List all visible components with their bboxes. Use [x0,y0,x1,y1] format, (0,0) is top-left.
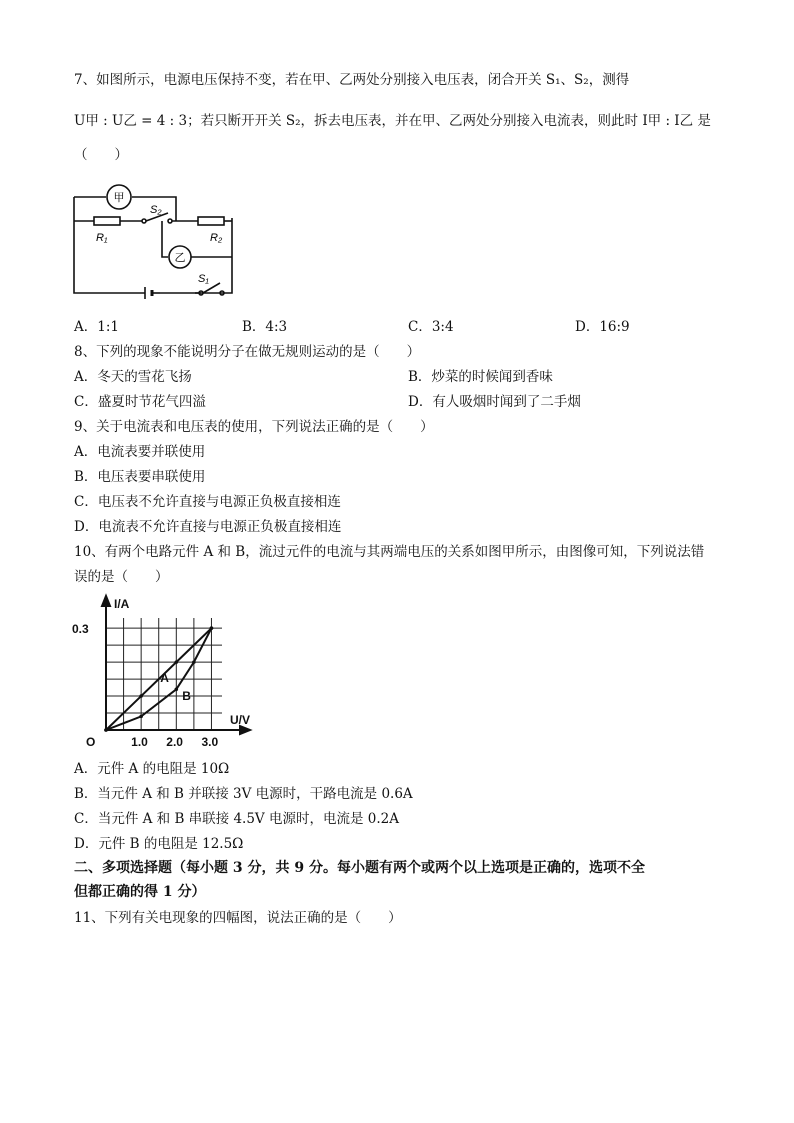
q7-option-d[interactable]: D．16:9 [575,319,630,335]
circuit-r1-label: R₁ [96,232,108,244]
q7-option-c[interactable]: C．3:4 [408,319,454,335]
q7-stem-line3: （ ） [74,147,128,163]
q7-options [74,318,714,336]
x-tick-label: 3.0 [201,735,219,749]
q10-option-d[interactable]: D．元件 B 的电阻是 12.5Ω [74,836,244,852]
section2-heading-line1: 二、多项选择题（每小题 3 分，共 9 分。每小题有两个或两个以上选项是正确的，选项不全 [74,860,645,876]
series-label-A: A [160,671,169,686]
q8-option-c[interactable]: C．盛夏时节花气四溢 [74,394,206,410]
q10-option-b[interactable]: B．当元件 A 和 B 并联接 3V 电源时，干路电流是 0.6A [74,786,413,802]
q7-stem-line2: U甲 : U乙 = 4 : 3；若只断开开关 S₂，拆去电压表，并在甲、乙两处分别接入电流表，则此时 I甲 : I乙 是 [74,113,711,129]
q8-option-b[interactable]: B．炒菜的时候闻到香味 [408,369,553,385]
y-axis-label: I/A [114,597,130,611]
q9-stem: 9、关于电流表和电压表的使用，下列说法正确的是（ ） [74,419,434,435]
series-B-point [105,729,107,731]
circuit-s2-label: S₂ [150,204,162,216]
series-B-point [176,688,178,690]
q10-option-a[interactable]: A．元件 A 的电阻是 10Ω [74,761,230,777]
section2-heading-line2: 但都正确的得 1 分） [74,884,206,900]
q10-iu-chart [72,594,262,754]
q10-stem-line2: 误的是（ ） [74,569,169,585]
circuit-meter-jia-label: 甲 [113,192,125,204]
series-B-point [140,716,142,718]
q9-option-b[interactable]: B．电压表要串联使用 [74,469,206,485]
circuit-s1-label: S₁ [198,273,209,285]
x-tick-label: 2.0 [166,735,183,749]
x-axis-label: U/V [230,713,251,727]
origin-label: O [86,735,96,749]
q7-stem-line1: 7、如图所示，电源电压保持不变，若在甲、乙两处分别接入电压表，闭合开关 S₁、S₂，测得 [74,72,630,88]
q9-option-c[interactable]: C．电压表不允许直接与电源正负极直接相连 [74,494,341,510]
series-B-point [193,661,195,663]
circuit-meter-yi-label: 乙 [174,252,186,264]
q9-option-a[interactable]: A．电流表要并联使用 [74,444,206,460]
q8-options-row1 [74,368,714,386]
q8-option-a[interactable]: A．冬天的雪花飞扬 [74,369,192,385]
q8-stem: 8、下列的现象不能说明分子在做无规则运动的是（ ） [74,344,421,360]
series-B-point [211,627,213,629]
x-tick-label: 1.0 [131,735,148,749]
circuit-r2-label: R₂ [210,232,223,244]
q11-stem: 11、下列有关电现象的四幅图，说法正确的是（ ） [74,910,402,926]
x-axis-arrow [240,726,250,734]
series-A-point [176,661,178,663]
series-A-point [140,695,142,697]
q8-options-row2 [74,393,714,411]
series-label-B: B [182,689,191,704]
q10-option-c[interactable]: C．当元件 A 和 B 串联接 4.5V 电源时，电流是 0.2A [74,811,399,827]
q10-stem-line1: 10、有两个电路元件 A 和 B，流过元件的电流与其两端电压的关系如图甲所示，由图像可知，下列说法错 [74,544,705,560]
q7-circuit-diagram [70,183,240,301]
y-tick-label: 0.3 [72,622,89,637]
q8-option-d[interactable]: D．有人吸烟时闻到了二手烟 [408,394,581,410]
q7-option-a[interactable]: A．1:1 [74,319,119,335]
y-axis-arrow [102,596,110,606]
q9-option-d[interactable]: D．电流表不允许直接与电源正负极直接相连 [74,519,342,535]
q7-option-b[interactable]: B．4:3 [242,319,288,335]
